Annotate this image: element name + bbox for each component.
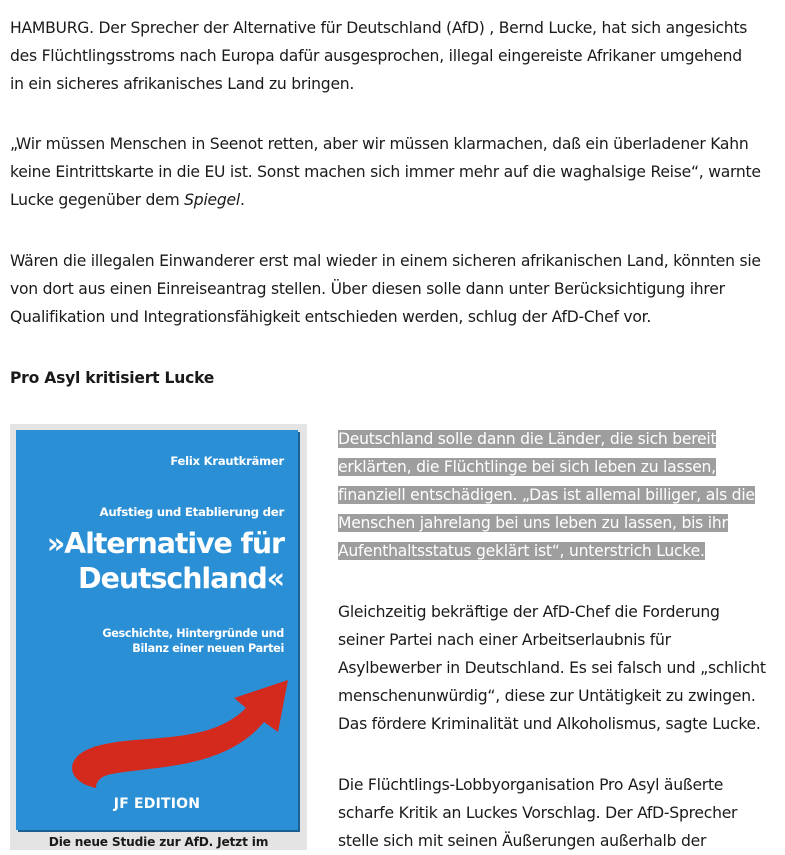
- text-segment: Lucke gegenüber dem: [10, 191, 185, 209]
- text-line: scharfe Kritik an Luckes Vorschlag. Der AfD-Sprecher: [338, 804, 738, 822]
- selected-text[interactable]: finanziell entschädigen. „Das ist allemal billiger, als die: [338, 486, 755, 504]
- text-line: des Flüchtlingsstroms nach Europa dafür ausgesprochen, illegal eingereiste Afrikaner umgehend: [10, 47, 742, 65]
- text-line: HAMBURG. Der Sprecher der Alternative für Deutschland (AfD) , Bernd Lucke, hat sich angesichts: [10, 19, 748, 37]
- article-paragraph-6: [338, 771, 737, 855]
- red-arrow-icon: [56, 670, 296, 790]
- text-line: seiner Partei nach einer Arbeitserlaubnis für: [338, 631, 671, 649]
- text-line: Gleichzeitig bekräftige der AfD-Chef die Forderung: [338, 603, 720, 621]
- text-line: [338, 425, 755, 453]
- text-line: Qualifikation und Integrationsfähigkeit entschieden werden, schlug der AfD-Chef vor.: [10, 308, 652, 326]
- book-figure[interactable]: [10, 424, 307, 850]
- article-paragraph-1: [10, 14, 747, 98]
- text-segment: .: [239, 191, 245, 209]
- article-paragraph-2: [10, 130, 761, 214]
- selected-text[interactable]: erklärten, die Flüchtlinge bei sich leben zu lassen,: [338, 458, 716, 476]
- selected-text[interactable]: Deutschland solle dann die Länder, die sich bereit: [338, 430, 717, 448]
- book-subtitle-bottom: [16, 626, 284, 656]
- text-line: von dort aus einen Einreiseantrag stellen. Über diesen solle dann unter Berücksichtigung ihrer: [10, 280, 725, 298]
- text-line: in ein sicheres afrikanisches Land zu bringen.: [10, 75, 355, 93]
- book-subtitle-line: Bilanz einer neuen Partei: [132, 642, 284, 655]
- text-line: [10, 186, 761, 214]
- section-heading: Pro Asyl kritisiert Lucke: [10, 369, 215, 387]
- book-subtitle-line: Geschichte, Hintergründe und: [102, 627, 284, 640]
- article-paragraph-5: [338, 598, 766, 738]
- text-line: Wären die illegalen Einwanderer erst mal wieder in einem sicheren afrikanischen Land, könnten sie: [10, 252, 761, 270]
- book-title-line: Deutschland«: [78, 562, 284, 595]
- text-line: Asylbewerber in Deutschland. Es sei falsch und „schlicht: [338, 659, 766, 677]
- text-line: keine Eintrittskarte in die EU ist. Sonst machen sich immer mehr auf die waghalsige Reise“, warnte: [10, 163, 761, 181]
- text-line: Die Flüchtlings-Lobbyorganisation Pro Asyl äußerte: [338, 776, 724, 794]
- book-publisher: JF EDITION: [113, 796, 201, 812]
- text-line: [338, 481, 755, 509]
- text-line: „Wir müssen Menschen in Seenot retten, aber wir müssen klarmachen, daß ein überladener Kahn: [10, 135, 749, 153]
- text-line: [338, 453, 755, 481]
- article-paragraph-3: [10, 247, 761, 331]
- selected-text[interactable]: Menschen jahrelang bei uns leben zu lassen, bis ihr: [338, 514, 728, 532]
- text-line: Das fördere Kriminalität und Alkoholismus, sagte Lucke.: [338, 715, 761, 733]
- book-subtitle-top: Aufstieg und Etablierung der: [99, 505, 284, 519]
- book-title-line: »Alternative für: [46, 527, 284, 560]
- selected-text[interactable]: Aufenthaltsstatus geklärt ist“, unterstrich Lucke.: [338, 542, 705, 560]
- text-line: [338, 509, 755, 537]
- book-title: [16, 526, 284, 596]
- book-cover[interactable]: [16, 430, 298, 830]
- book-author: Felix Krautkrämer: [170, 454, 284, 468]
- text-line: stelle sich mit seinen Äußerungen außerhalb der: [338, 832, 707, 850]
- text-line: [338, 537, 755, 565]
- figure-caption: Die neue Studie zur AfD. Jetzt im: [48, 835, 269, 849]
- spiegel-link-text: Spiegel: [184, 191, 240, 209]
- text-line: menschenunwürdig“, diese zur Untätigkeit zu zwingen.: [338, 687, 756, 705]
- highlighted-paragraph: [338, 425, 755, 565]
